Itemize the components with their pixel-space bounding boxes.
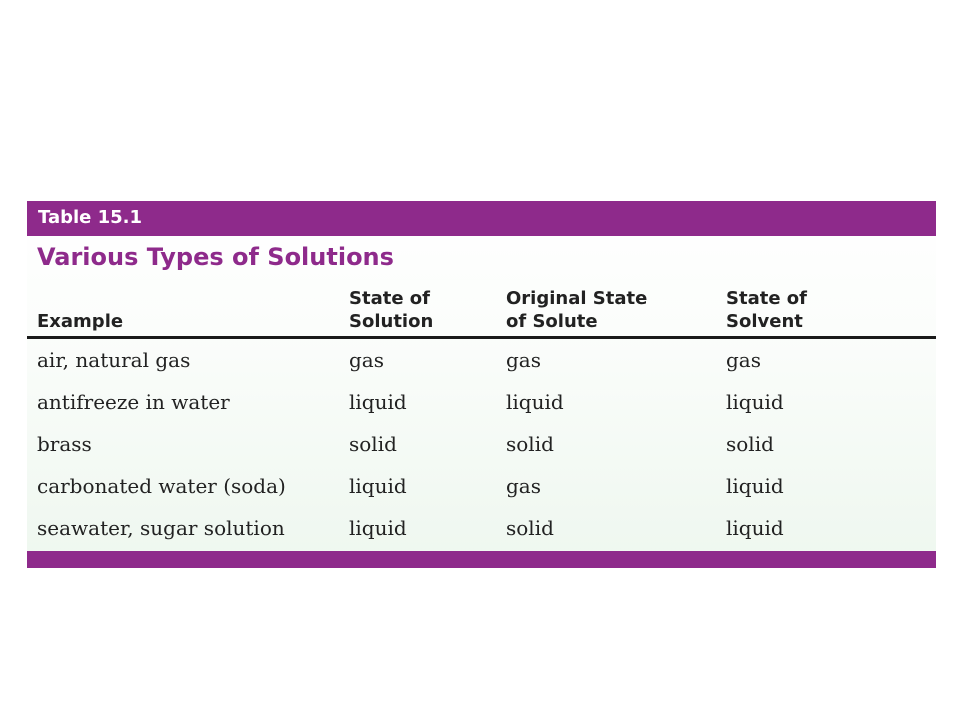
cell-state-of-solution: solid [349,432,397,456]
cell-state-of-solvent: gas [726,348,761,372]
table-row [27,507,936,549]
column-header-line: Solvent [726,311,803,332]
cell-state-of-solvent: liquid [726,390,784,414]
column-header-line: of Solute [506,311,598,332]
cell-example: carbonated water (soda) [37,474,286,498]
table-row [27,423,936,465]
column-header-line: Example [37,311,124,332]
cell-original-state-of-solute: gas [506,474,541,498]
cell-state-of-solution: liquid [349,474,407,498]
solutions-table [27,201,936,568]
cell-state-of-solvent: liquid [726,516,784,540]
column-header-state-of-solution [349,287,433,333]
table-number: Table 15.1 [38,207,143,228]
column-header-original-state-of-solute [506,287,647,333]
cell-example: brass [37,432,92,456]
cell-original-state-of-solute: solid [506,432,554,456]
table-header-bar [27,201,936,236]
cell-state-of-solution: liquid [349,390,407,414]
table-footer-bar [27,551,936,568]
table-row [27,381,936,423]
table-row [27,465,936,507]
cell-state-of-solution: liquid [349,516,407,540]
column-header-state-of-solvent [726,287,807,333]
column-header-line: State of [349,288,430,309]
table-row [27,339,936,381]
cell-original-state-of-solute: solid [506,516,554,540]
cell-state-of-solvent: liquid [726,474,784,498]
cell-example: antifreeze in water [37,390,230,414]
column-header-line [37,287,123,310]
cell-example: seawater, sugar solution [37,516,285,540]
cell-state-of-solution: gas [349,348,384,372]
cell-example: air, natural gas [37,348,191,372]
column-header-line: State of [726,288,807,309]
column-header-example [37,287,123,333]
cell-original-state-of-solute: gas [506,348,541,372]
table-title: Various Types of Solutions [37,243,394,271]
cell-state-of-solvent: solid [726,432,774,456]
column-header-line: Original State [506,288,648,309]
column-header-line: Solution [349,311,434,332]
cell-original-state-of-solute: liquid [506,390,564,414]
